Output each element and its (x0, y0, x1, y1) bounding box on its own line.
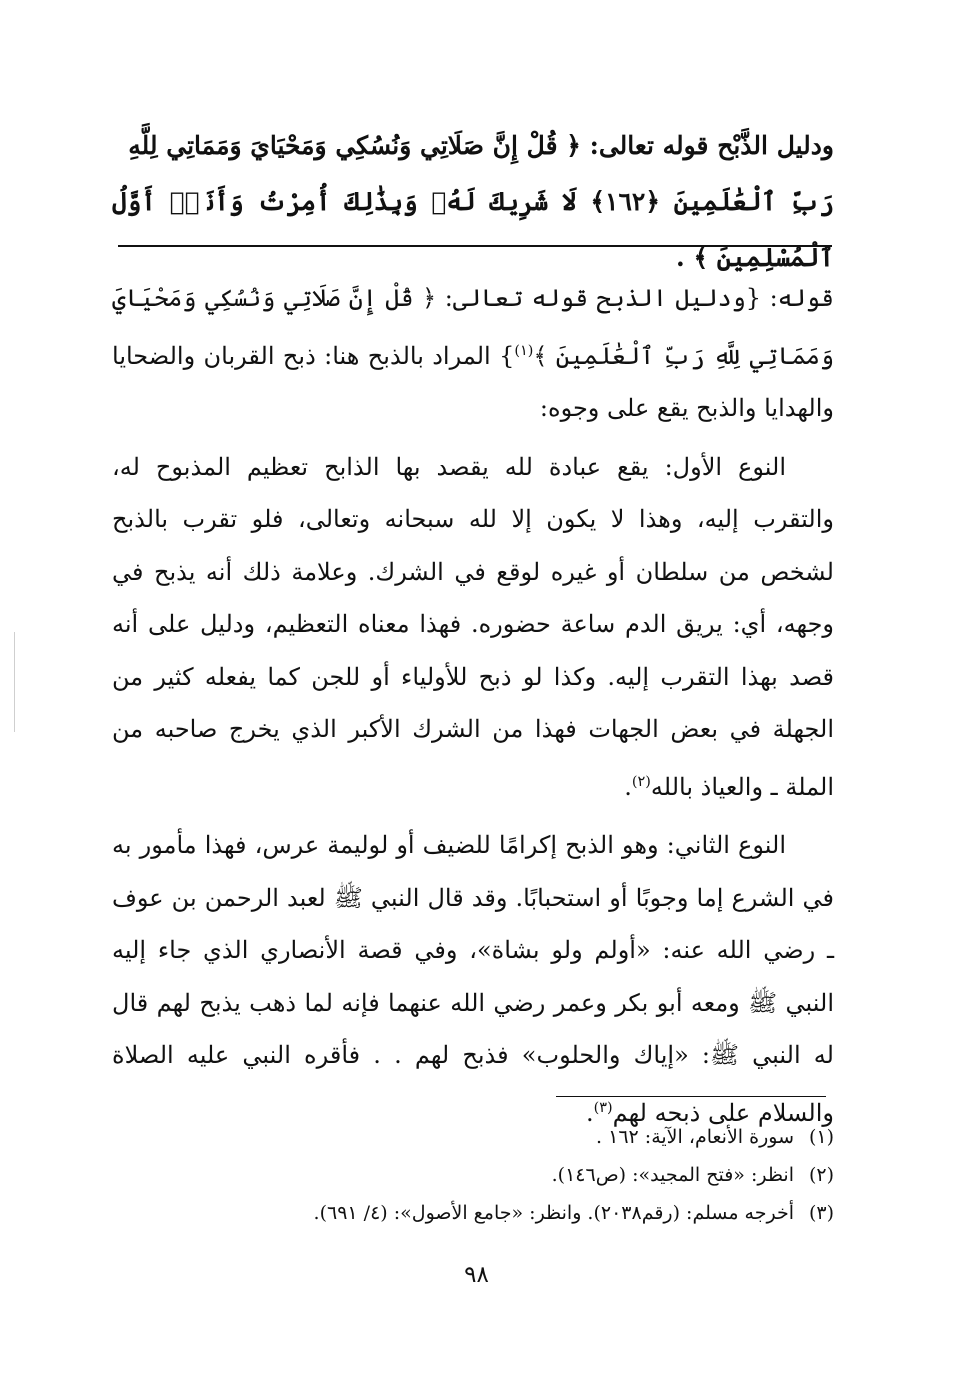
footnotes (112, 1118, 834, 1232)
footnote-number: (٣) (808, 1202, 834, 1224)
footnote-ref-2: (٢) (631, 773, 651, 790)
footnote-text: انظر: «فتح المجيد»: (ص١٤٦). (551, 1164, 794, 1186)
type-2-text: النوع الثاني: وهو الذبح إكرامًا للضيف أو لوليمة عرس، فهذا مأمور به في الشرع إما وجوبًا أو استحبابًا. وقد قال النبي ﷺ لعبد الرحمن بن عوف ـ رضي الله عنه: «أولم ولو بشاة»، وفي قصة الأنصاري الذي جاء إليه النبي ﷺ ومعه أبو بكر وعمر رضي الله عنهما فإنه لما ذهب يذبح لهم قال له النبي ﷺ: «إياك والحلوب» فذبح لهم . . فأقره النبي عليه الصلاة والسلام على ذبحه لهم (112, 831, 834, 1127)
footnote-separator (556, 1096, 826, 1097)
footnote-item (112, 1194, 834, 1232)
intro-rest: } المراد بالذبح هنا: ذبح القربان والضحايا والهدايا والذبح يقع على وجوه: (112, 341, 834, 422)
footnote-text: سورة الأنعام، الآية: ١٦٢ . (596, 1126, 794, 1148)
matn-line-1: ودليل الذَّبْح قوله تعالى: ﴿ قُلْ إِنَّ صَلَاتِي وَنُسُكِي وَمَحْيَايَ وَمَمَاتِي لِلَّهِ (128, 131, 834, 160)
separator-rule (118, 245, 832, 247)
footnote-number: (١) (808, 1126, 834, 1148)
type-1-end: . (624, 772, 632, 801)
paragraph-type-2 (112, 819, 834, 1139)
footnote-text: أخرجه مسلم: (رقم٢٠٣٨). وانظر: «جامع الأصول»: (٤/ ٦٩١). (313, 1202, 794, 1224)
paragraph-type-1 (112, 441, 834, 814)
intro-quote: قوله: {ودليل الذبح قوله تعالى: ﴿ قُلْ إِنَّ صَلَاتِي وَنُسُكِي وَمَحْيَايَ وَمَمَاتِي لِلَّهِ رَبِّ ٱلْعَٰلَمِينَ ﴾ (112, 284, 834, 370)
footnote-item (112, 1156, 834, 1194)
type-1-text: النوع الأول: يقع عبادة لله يقصد بها الذابح تعظيم المذبوح له، والتقرب إليه، وهذا لا يكون إلا لله سبحانه وتعالى، فلو تقرب بالذبح لشخص من سلطان أو غيره لوقع في الشرك. وعلامة ذلك أنه يذبح في وجهه، أي: يريق الدم ساعة حضوره. فهذا معناه التعظيم، ودليل على أنه قصد بهذا التقرب إليه. وكذا لو ذبح للأولياء أو للجن كما يفعله كثير من الجهلة في بعض الجهات فهذا من الشرك الأكبر الذي يخرج صاحبه من الملة ـ والعياذ بالله (112, 452, 834, 801)
scan-edge-line (14, 632, 15, 732)
footnote-item (112, 1118, 834, 1156)
matn-line-2: رَبِّ ٱلْعَٰلَمِينَ ﴿١٦٢﴾ لَا شَرِيكَ لَهُۥ وَبِذَٰلِكَ أُمِرْتُ وَأَنَا۠ أَوَّلُ ٱلْمُسْلِمِينَ ﴾ . (112, 187, 834, 272)
type-2-end: . (585, 1098, 594, 1127)
page-number: ٩٨ (464, 1262, 489, 1288)
footnote-ref-1: (١) (514, 342, 534, 359)
matn-text (112, 118, 834, 286)
commentary-text (112, 272, 834, 1145)
commentary-intro (112, 272, 834, 435)
footnote-number: (٢) (808, 1164, 834, 1186)
footnote-ref-3: (٣) (593, 1099, 613, 1116)
